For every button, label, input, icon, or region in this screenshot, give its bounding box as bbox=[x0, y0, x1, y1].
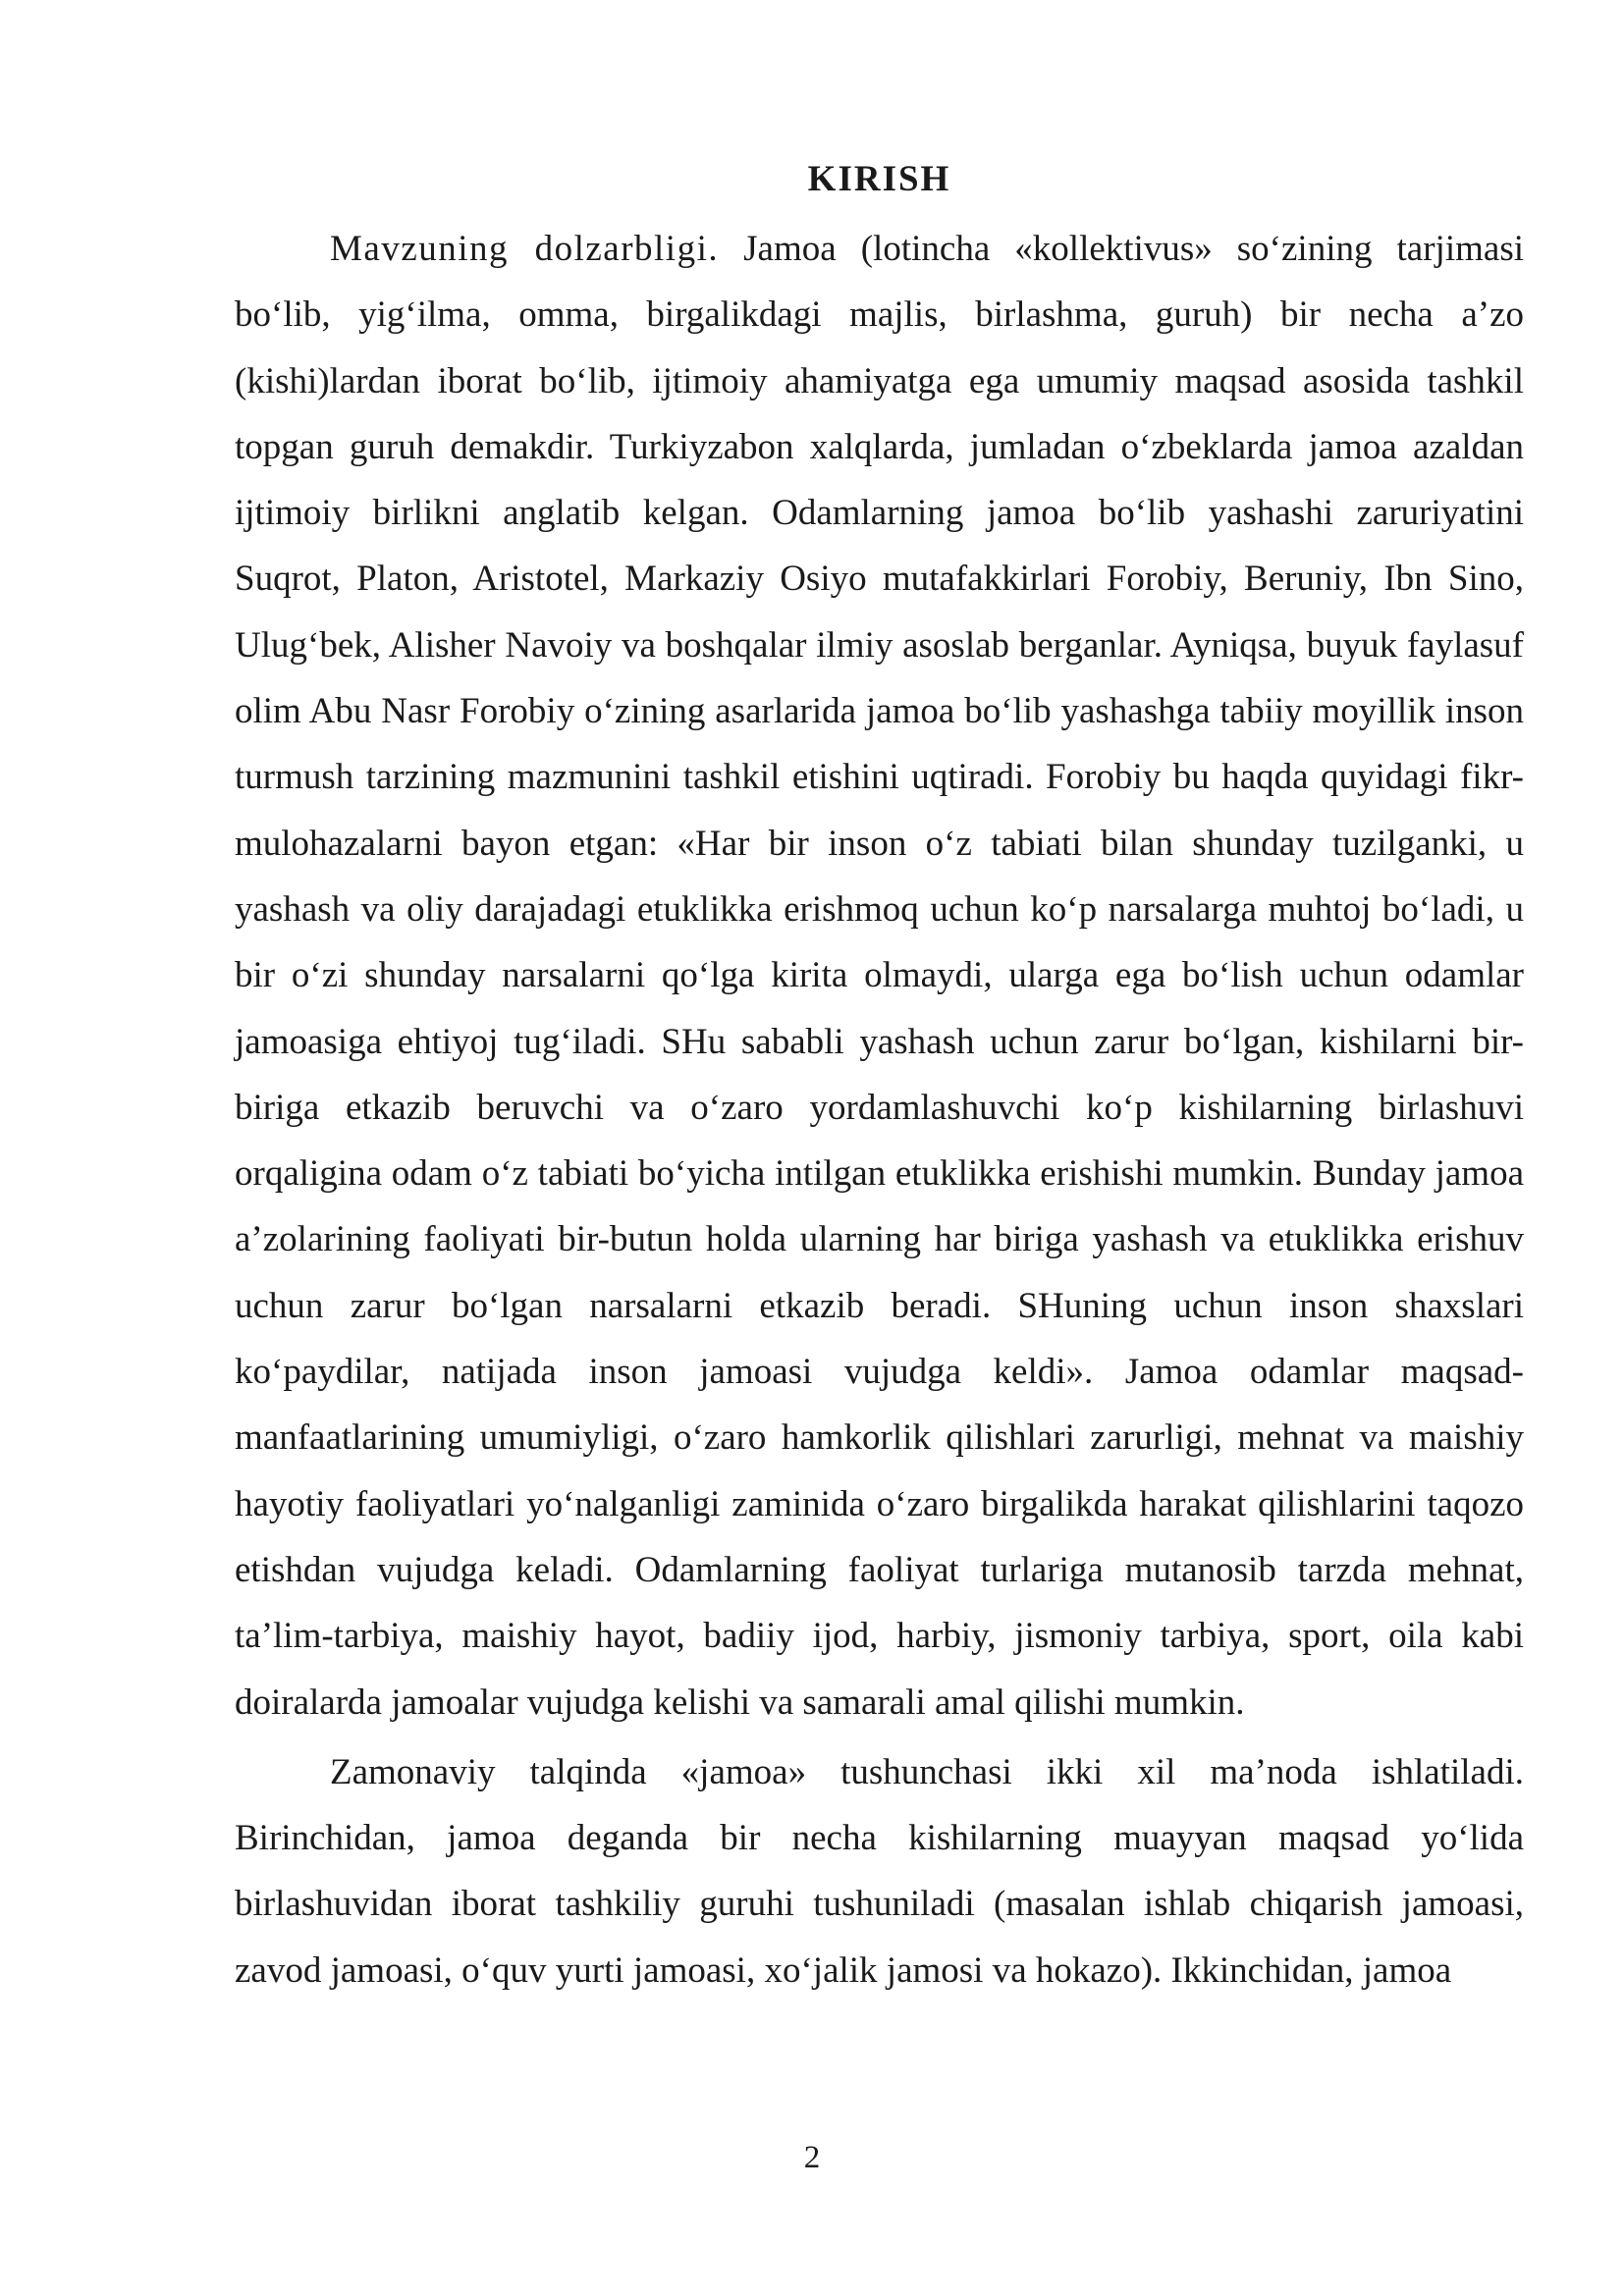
paragraph-modern-interpretation: Zamonaviy talqinda «jamoa» tushunchasi ikki xil ma’noda ishlatiladi. Birinchidan, jamoa deganda bir necha kishilarning muayyan maqsad yo‘lida birlashuvidan iborat tashkiliy guruhi tushuniladi (masalan ishlab chiqarish jamoasi, zavod jamoasi, o‘quv yurti jamoasi, xo‘jalik jamosi va hokazo). Ikkinchidan, jamoa bbox=[235, 1751, 1524, 1991]
paragraph-body: Jamoa (lotincha «kollektivus» so‘zining tarjimasi bo‘lib, yig‘ilma, omma, birgalikdagi majlis, birlashma, guruh) bir necha a’zo (kishi)lardan iborat bo‘lib, ijtimoiy ahamiyatga ega umumiy maqsad asosida tashkil topgan guruh demakdir. Turkiyzabon xalqlarda, jumladan o‘zbeklarda jamoa azaldan ijtimoiy birlikni anglatib kelgan. Odamlarning jamoa bo‘lib yashashi zaruriyatini Suqrot, Platon, Aristotel, Markaziy Osiyo mutafakkirlari Forobiy, Beruniy, Ibn Sino, Ulug‘bek, Alisher Navoiy va boshqalar ilmiy asoslab berganlar. Ayniqsa, buyuk faylasuf olim Abu Nasr Forobiy o‘zining asarlarida jamoa bo‘lib yashashga tabiiy moyillik inson turmush tarzining mazmunini tashkil etishini uqtiradi. Forobiy bu haqda quyidagi fikr-mulohazalarni bayon etgan: «Har bir inson o‘z tabiati bilan shunday tuzilganki, u yashash va oliy darajadagi etuklikka erishmoq uchun ko‘p narsalarga muhtoj bo‘ladi, u bir o‘zi shunday narsalarni qo‘lga kirita olmaydi, ularga ega bo‘lish uchun odamlar jamoasiga ehtiyoj tug‘iladi. SHu sababli yashash uchun zarur bo‘lgan, kishilarni bir-biriga etkazib beruvchi va o‘zaro yordamlashuvchi ko‘p kishilarning birlashuvi orqaligina odam o‘z tabiati bo‘yicha intilgan etuklikka erishishi mumkin. Bunday jamoa a’zolarining faoliyati bir-butun holda ularning har biriga yashash va etuklikka erishuv uchun zarur bo‘lgan narsalarni etkazib beradi. SHuning uchun inson shaxslari ko‘paydilar, natijada inson jamoasi vujudga keldi». Jamoa odamlar maqsad-manfaatlarining umumiyligi, o‘zaro hamkorlik qilishlari zarurligi, mehnat va maishiy hayotiy faoliyatlari yo‘nalganligi zaminida o‘zaro birgalikda harakat qilishlarini taqozo etishdan vujudga keladi. Odamlarning faoliyat turlariga mutanosib tarzda mehnat, ta’lim-tarbiya, maishiy hayot, badiiy ijod, harbiy, jismoniy tarbiya, sport, oila kabi doiralarda jamoalar vujudga kelishi va samarali amal qilishi mumkin. bbox=[235, 229, 1524, 1723]
document-page bbox=[235, 147, 1524, 2003]
page-number: 2 bbox=[803, 2140, 821, 2175]
paragraph-lead: Mavzuning dolzarbligi. bbox=[330, 229, 720, 269]
section-heading: KIRISH bbox=[807, 159, 951, 199]
paragraph-relevance bbox=[235, 216, 1524, 1735]
